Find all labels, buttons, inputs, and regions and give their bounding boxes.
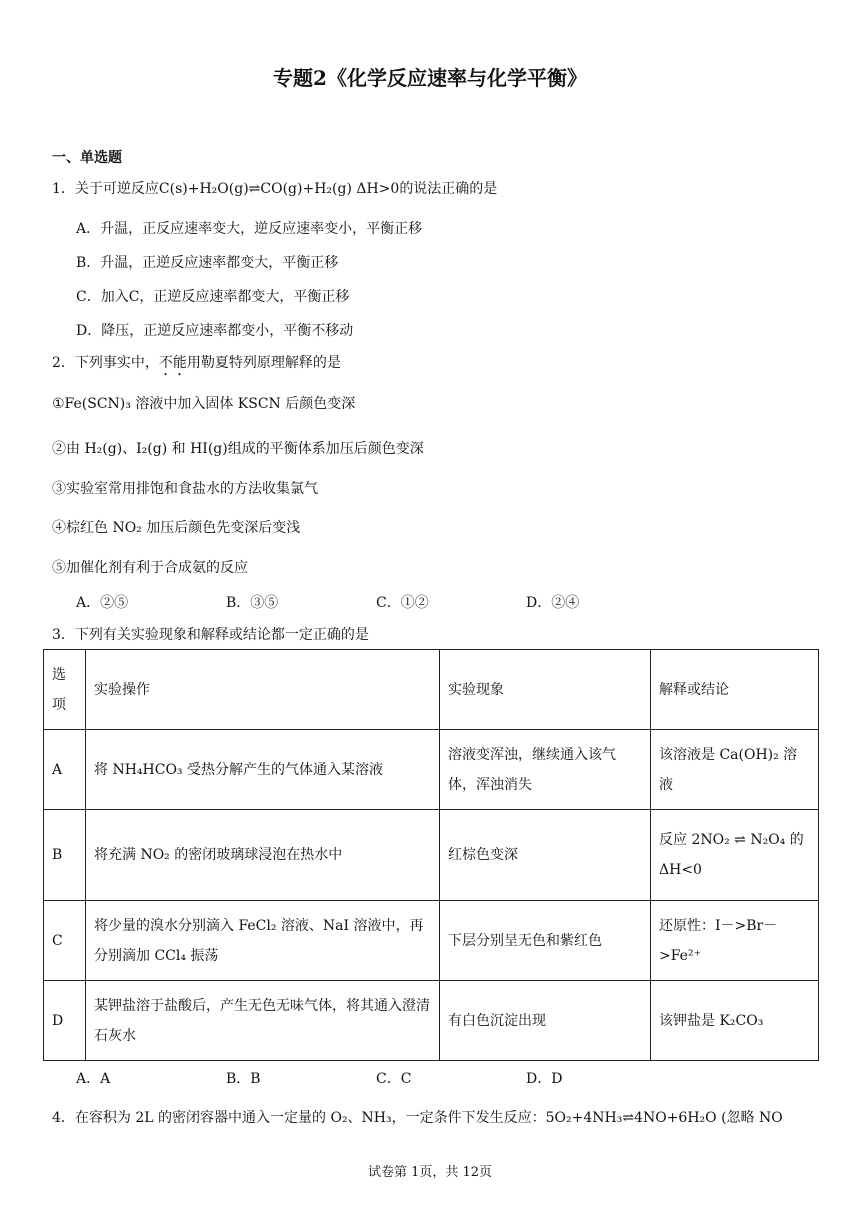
experiment-table — [43, 649, 819, 1061]
q2-choice-a: A．②⑤ — [76, 595, 129, 611]
q3-choice-d: D．D — [526, 1071, 563, 1087]
row-d-conclusion: 该钾盐是 K₂CO₃ — [651, 981, 819, 1061]
q2-item-4: ④棕红色 NO₂ 加压后颜色先变深后变浅 — [52, 520, 301, 536]
q1-equation: C(s)+H₂O(g)⇌CO(g)+H₂(g) ΔH>0 — [158, 181, 400, 197]
row-d-label: D — [44, 981, 86, 1061]
header-option: 选项 — [44, 650, 86, 730]
q2-choice-d: D．②④ — [526, 595, 580, 611]
row-b-conclusion: 反应 2NO₂ ⇌ N₂O₄ 的 ΔH<0 — [651, 810, 819, 901]
q1-prefix: 1．关于可逆反应 — [52, 181, 159, 197]
row-d-phenomenon: 有白色沉淀出现 — [440, 981, 651, 1061]
row-c-phenomenon: 下层分别呈无色和紫红色 — [440, 901, 651, 981]
row-a-operation: 将 NH₄HCO₃ 受热分解产生的气体通入某溶液 — [86, 730, 440, 810]
row-a-label: A — [44, 730, 86, 810]
table-row — [44, 901, 819, 981]
section-heading: 一、单选题 — [52, 150, 122, 166]
q1-option-b: B．升温，正逆反应速率都变大，平衡正移 — [76, 255, 339, 271]
table-row — [44, 730, 819, 810]
q2-item-5: ⑤加催化剂有利于合成氨的反应 — [52, 560, 248, 576]
page-footer: 试卷第 1页，共 12页 — [367, 1165, 493, 1180]
table-header-row — [44, 650, 819, 730]
q2-choice-c: C．①② — [376, 595, 429, 611]
q3-choice-a: A．A — [76, 1071, 111, 1087]
q3-choice-b: B．B — [226, 1071, 261, 1087]
row-a-phenomenon: 溶液变浑浊，继续通入该气体，浑浊消失 — [440, 730, 651, 810]
q2-choices — [76, 592, 676, 612]
row-c-operation: 将少量的溴水分别滴入 FeCl₂ 溶液、NaI 溶液中，再分别滴加 CCl₄ 振荡 — [86, 901, 440, 981]
row-a-conclusion: 该溶液是 Ca(OH)₂ 溶液 — [651, 730, 819, 810]
table-row — [44, 810, 819, 901]
q2-item-3: ③实验室常用排饱和食盐水的方法收集氯气 — [52, 481, 318, 497]
q1-option-a: A．升温，正反应速率变大，逆反应速率变小，平衡正移 — [76, 221, 423, 237]
header-phenomenon: 实验现象 — [440, 650, 651, 730]
row-c-label: C — [44, 901, 86, 981]
q2-item-2: ②由 H₂(g)、I₂(g) 和 HI(g)组成的平衡体系加压后颜色变深 — [52, 441, 424, 457]
question-3-stem: 3．下列有关实验现象和解释或结论都一定正确的是 — [52, 627, 369, 643]
q1-option-d: D．降压，正逆反应速率都变小，平衡不移动 — [76, 323, 354, 339]
table-row — [44, 981, 819, 1061]
row-b-label: B — [44, 810, 86, 901]
row-d-operation: 某钾盐溶于盐酸后，产生无色无味气体，将其通入澄清石灰水 — [86, 981, 440, 1061]
q3-choices — [76, 1068, 676, 1088]
question-2-stem — [52, 352, 341, 379]
header-operation: 实验操作 — [86, 650, 440, 730]
question-1-stem — [52, 178, 497, 198]
q2-stem-a: 2．下列事实中， — [52, 355, 159, 371]
q2-item-1: ①Fe(SCN)₃ 溶液中加入固体 KSCN 后颜色变深 — [52, 396, 356, 412]
row-b-phenomenon: 红棕色变深 — [440, 810, 651, 901]
header-conclusion: 解释或结论 — [651, 650, 819, 730]
page-title: 专题2《化学反应速率与化学平衡》 — [273, 66, 587, 90]
q2-choice-b: B．③⑤ — [226, 595, 279, 611]
q1-option-c: C．加入C，正逆反应速率都变大，平衡正移 — [76, 289, 350, 305]
question-4-stem: 4．在容积为 2L 的密闭容器中通入一定量的 O₂、NH₃，一定条件下发生反应：5O₂+4NH₃⇌4NO+6H₂O (忽略 NO — [52, 1110, 783, 1126]
row-b-operation: 将充满 NO₂ 的密闭玻璃球浸泡在热水中 — [86, 810, 440, 901]
q2-stem-b: 用勒夏特列原理解释的是 — [186, 355, 341, 371]
q3-choice-c: C．C — [376, 1071, 412, 1087]
row-c-conclusion: 还原性：I－>Br－>Fe²⁺ — [651, 901, 819, 981]
q2-emphasis: 不能 — [158, 355, 187, 371]
q1-suffix: 的说法正确的是 — [399, 181, 498, 197]
